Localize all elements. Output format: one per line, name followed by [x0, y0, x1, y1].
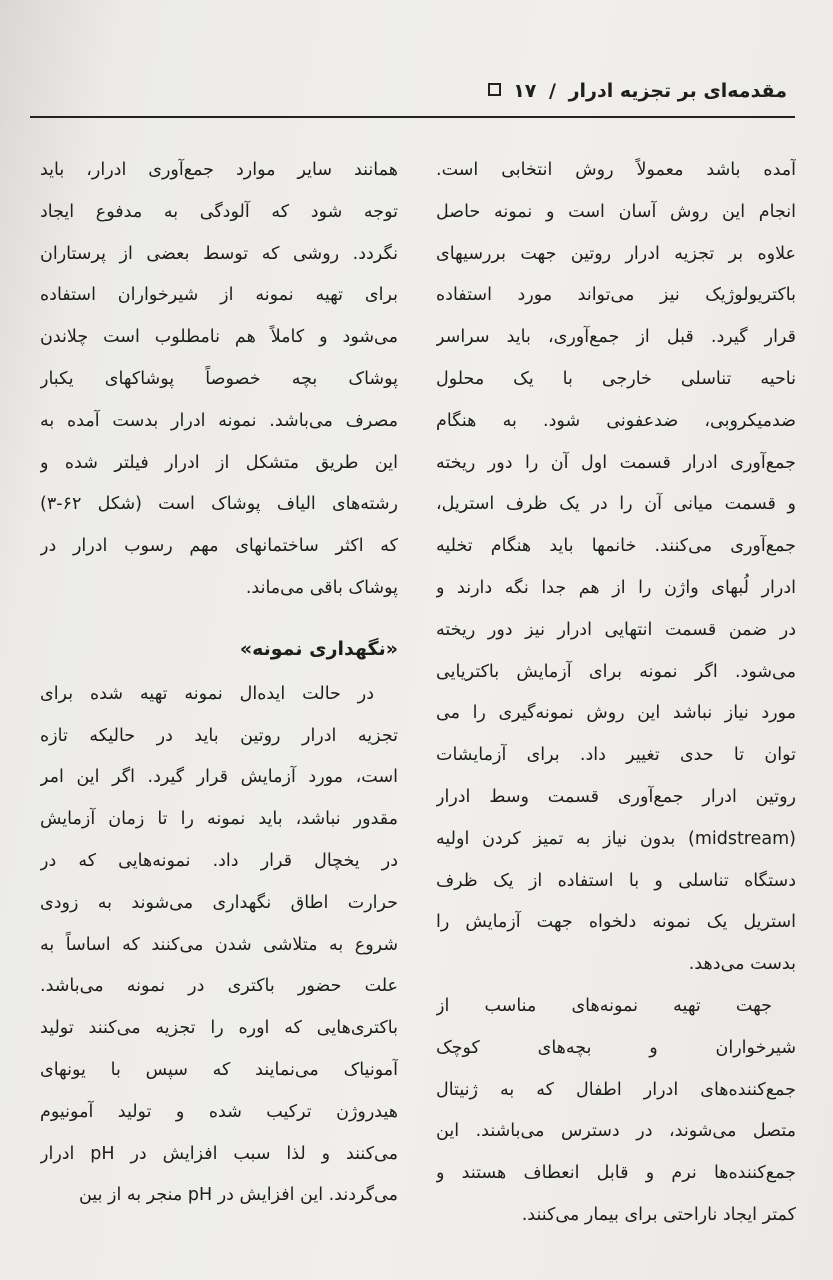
text-line: همانند سایر موارد جمع‌آوری ادرار، باید [40, 160, 398, 180]
text-line: توان تا حدی تغییر داد. برای آزمایشات [436, 745, 796, 766]
text-line: متصل می‌شوند، در دسترس می‌باشند. این [436, 1121, 796, 1142]
text-line: پوشاک باقی می‌ماند. [245, 577, 398, 598]
text-line: می‌گردند. این افزایش در pH منجر به از بین [78, 1185, 398, 1206]
text-line: و قسمت میانی آن را در یک ظرف استریل، [436, 494, 796, 515]
text-line: مورد نیاز نباشد این روش نمونه‌گیری را می [436, 703, 796, 724]
text-line: جمع‌آوری می‌کنند. خانمها باید هنگام تخلیه [436, 536, 796, 557]
text-line: آمونیاک می‌نمایند که سپس با یونهای [40, 1059, 398, 1080]
text-line: این طریق متشکل از ادرار فیلتر شده و [40, 452, 398, 473]
text-line: است، مورد آزمایش قرار گیرد. اگر این امر [40, 767, 398, 788]
text-line: حرارت اطاق نگهداری می‌شوند به زودی [40, 892, 398, 913]
text-line: آمده باشد معمولاً روش انتخابی است. [436, 160, 796, 180]
right-text-column [436, 150, 796, 1237]
left-text-column [40, 150, 398, 1217]
text-line: جمع‌کننده‌ها نرم و قابل انعطاف هستند و [436, 1163, 796, 1184]
text-line: دستگاه تناسلی و با استفاده از یک ظرف [436, 870, 796, 891]
running-head [488, 80, 787, 102]
text-line: انجام این روش آسان است و نمونه حاصل [436, 201, 796, 222]
text-line: می‌شود. اگر نمونه برای آزمایش باکتریایی [436, 661, 796, 682]
text-line: مقدور نباشد، باید نمونه را تا زمان آزمایش [40, 809, 398, 830]
running-head-title: مقدمه‌ای بر تجزیه ادرار [568, 80, 787, 102]
text-line: استریل یک نمونه دلخواه جهت آزمایش را [436, 912, 796, 933]
text-line: ناحیه تناسلی خارجی با یک محلول [436, 368, 796, 389]
text-line: رشته‌های الیاف پوشاک است (شکل ۶۲-۳) [40, 494, 398, 515]
text-line: علاوه بر تجزیه ادرار روتین جهت بررسیهای [436, 243, 796, 264]
text-line: باکتری‌هایی که اوره را تجزیه می‌کنند تولید [40, 1018, 398, 1039]
text-line: می‌کنند و لذا سبب افزایش در pH ادرار [40, 1143, 398, 1164]
header-rule [30, 116, 795, 118]
text-line: توجه شود که آلودگی به مدفوع ایجاد [40, 201, 398, 222]
text-line: شیرخواران و بچه‌های کوچک [436, 1037, 796, 1058]
text-line: تجزیه ادرار روتین باید در حالیکه تازه [40, 725, 398, 746]
text-line: در ضمن قسمت انتهایی ادرار نیز دور ریخته [436, 619, 796, 640]
text-line: در حالت ایده‌ال نمونه تهیه شده برای [40, 683, 374, 704]
text-line: روتین ادرار جمع‌آوری قسمت وسط ادرار [436, 786, 796, 807]
text-line: ادرار لُبهای واژن را از هم جدا نگه دارند و [436, 577, 796, 598]
text-line: جمع‌آوری ادرار قسمت اول آن را دور ریخته [436, 452, 796, 473]
text-line: شروع به متلاشی شدن می‌کنند که اساساً به [40, 934, 398, 955]
text-line: مصرف می‌باشد. نمونه ادرار بدست آمده به [40, 410, 398, 431]
running-head-separator: / [549, 80, 556, 102]
text-line: بدست می‌دهد. [688, 954, 796, 975]
text-line: ضدمیکروبی، ضدعفونی شود. به هنگام [436, 410, 796, 431]
text-line: که اکثر ساختمانهای مهم رسوب ادرار در [40, 536, 398, 557]
text-line: قرار گیرد. قبل از جمع‌آوری، باید سراسر [436, 327, 796, 348]
text-line: پوشاک بچه خصوصاً پوشاکهای یکبار [40, 368, 398, 389]
text-line: جهت تهیه نمونه‌های مناسب از [436, 995, 772, 1016]
text-line: نگردد. روشی که توسط بعضی از پرستاران [40, 243, 398, 264]
text-line: هیدروژن ترکیب شده و تولید آمونیوم [40, 1101, 398, 1122]
text-line: می‌شود و کاملاً هم نامطلوب است چلاندن [40, 327, 398, 348]
square-bullet-icon [488, 83, 501, 96]
text-line: کمتر ایجاد ناراحتی برای بیمار می‌کنند. [521, 1204, 796, 1225]
page-number: ۱۷ [513, 80, 537, 102]
text-line: (midstream) بدون نیاز به تمیز کردن اولیه [436, 828, 796, 849]
text-line: برای تهیه نمونه از شیرخواران استفاده [40, 285, 398, 306]
page-header [30, 72, 795, 118]
text-line: باکتریولوژیک نیز می‌تواند مورد استفاده [436, 285, 796, 306]
text-line: علت حضور باکتری در نمونه می‌باشد. [40, 976, 398, 997]
text-line: جمع‌کننده‌های ادرار اطفال که به ژنیتال [436, 1079, 796, 1100]
text-line: در یخچال قرار داد. نمونه‌هایی که در [40, 850, 398, 871]
section-heading: «نگهداری نمونه» [239, 637, 398, 660]
